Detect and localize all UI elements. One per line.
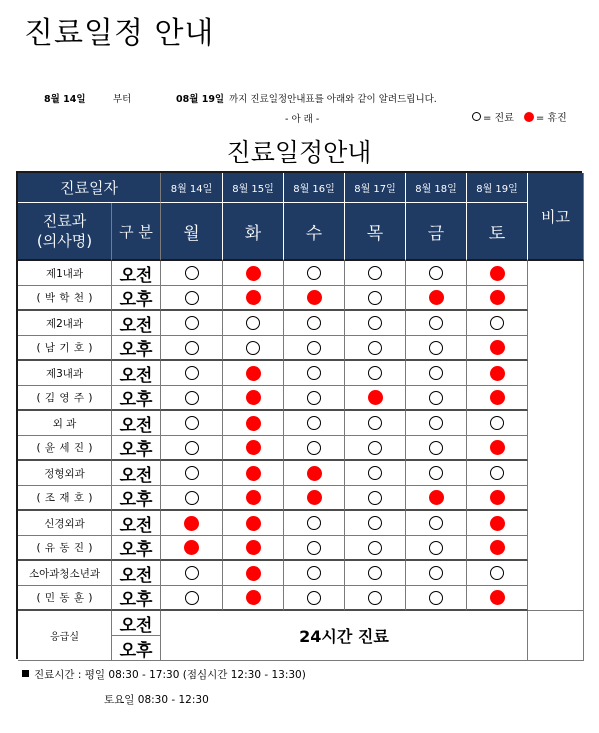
schedule-cell bbox=[223, 286, 284, 311]
remarks-cell bbox=[528, 261, 584, 311]
schedule-cell bbox=[345, 286, 406, 311]
schedule-cell bbox=[406, 511, 467, 536]
schedule-cell bbox=[161, 336, 223, 361]
slot-am-label: 오전 bbox=[112, 411, 161, 436]
open-circle-icon bbox=[368, 341, 382, 355]
slot-pm-label: 오후 bbox=[112, 286, 161, 311]
slot-pm-label: 오후 bbox=[112, 386, 161, 411]
schedule-cell bbox=[284, 486, 345, 511]
schedule-cell bbox=[223, 586, 284, 611]
schedule-cell bbox=[406, 436, 467, 461]
open-circle-icon bbox=[185, 266, 199, 280]
notice-from-date: 8월 14일 bbox=[44, 94, 86, 105]
schedule-cell bbox=[161, 311, 223, 336]
header-date: 8월 19일 bbox=[467, 173, 528, 203]
open-circle-icon bbox=[429, 366, 443, 380]
footer-hours-weekday-text: 진료시간 : 평일 08:30 - 17:30 (점심시간 12:30 - 13:30) bbox=[34, 669, 306, 681]
red-dot-icon bbox=[246, 590, 261, 605]
open-circle-icon bbox=[368, 541, 382, 555]
remarks-cell bbox=[528, 561, 584, 611]
remarks-cell bbox=[528, 361, 584, 411]
schedule-cell bbox=[467, 561, 528, 586]
header-date: 8월 16일 bbox=[284, 173, 345, 203]
schedule-cell bbox=[284, 586, 345, 611]
open-circle-icon bbox=[429, 466, 443, 480]
remarks-cell bbox=[528, 611, 584, 661]
header-dept bbox=[18, 203, 112, 261]
schedule-cell bbox=[467, 336, 528, 361]
schedule-cell bbox=[467, 261, 528, 286]
red-dot-icon bbox=[429, 490, 444, 505]
schedule-cell bbox=[345, 561, 406, 586]
red-dot-icon bbox=[246, 466, 261, 481]
legend-closed-label: = 휴진 bbox=[535, 113, 567, 124]
footer-hours-saturday: 토요일 08:30 - 12:30 bbox=[104, 694, 209, 706]
open-circle-icon bbox=[185, 341, 199, 355]
notice-to-date: 08월 19일 bbox=[176, 94, 225, 105]
schedule-cell bbox=[345, 261, 406, 286]
schedule-table bbox=[16, 171, 582, 659]
schedule-cell bbox=[284, 361, 345, 386]
header-dept-line2: (의사명) bbox=[36, 232, 93, 250]
open-circle-icon bbox=[368, 491, 382, 505]
open-circle-icon bbox=[429, 316, 443, 330]
schedule-cell bbox=[406, 536, 467, 561]
open-circle-icon bbox=[368, 366, 382, 380]
doctor-name: ( 박 학 천 ) bbox=[18, 286, 112, 311]
open-circle-icon bbox=[490, 316, 504, 330]
slot-am-label: 오전 bbox=[112, 511, 161, 536]
schedule-cell bbox=[223, 311, 284, 336]
schedule-cell bbox=[345, 461, 406, 486]
schedule-cell bbox=[467, 361, 528, 386]
schedule-cell bbox=[284, 536, 345, 561]
schedule-cell bbox=[223, 511, 284, 536]
open-circle-icon bbox=[307, 316, 321, 330]
slot-am-label: 오전 bbox=[112, 461, 161, 486]
open-circle-icon bbox=[472, 112, 481, 121]
red-dot-icon bbox=[246, 540, 261, 555]
red-dot-icon bbox=[184, 540, 199, 555]
slot-pm-label: 오후 bbox=[112, 586, 161, 611]
schedule-cell bbox=[161, 486, 223, 511]
open-circle-icon bbox=[368, 516, 382, 530]
open-circle-icon bbox=[368, 591, 382, 605]
header-date-label: 진료일자 bbox=[18, 173, 161, 203]
red-dot-icon bbox=[246, 290, 261, 305]
header-day: 수 bbox=[284, 203, 345, 261]
schedule-cell bbox=[161, 561, 223, 586]
schedule-cell bbox=[406, 261, 467, 286]
red-dot-icon bbox=[246, 516, 261, 531]
slot-am-label: 오전 bbox=[112, 361, 161, 386]
legend-open-label: = 진료 bbox=[483, 113, 514, 124]
header-remarks: 비고 bbox=[528, 173, 584, 261]
schedule-cell bbox=[223, 536, 284, 561]
schedule-cell bbox=[406, 361, 467, 386]
open-circle-icon bbox=[307, 441, 321, 455]
schedule-cell bbox=[161, 286, 223, 311]
schedule-cell bbox=[467, 586, 528, 611]
open-circle-icon bbox=[185, 566, 199, 580]
schedule-cell bbox=[284, 461, 345, 486]
schedule-cell bbox=[345, 586, 406, 611]
schedule-cell bbox=[467, 311, 528, 336]
open-circle-icon bbox=[368, 416, 382, 430]
schedule-cell bbox=[406, 311, 467, 336]
red-dot-icon bbox=[490, 540, 505, 555]
schedule-cell bbox=[161, 436, 223, 461]
header-day: 월 bbox=[161, 203, 223, 261]
red-dot-icon bbox=[246, 366, 261, 381]
open-circle-icon bbox=[368, 266, 382, 280]
open-circle-icon bbox=[307, 541, 321, 555]
open-circle-icon bbox=[490, 416, 504, 430]
remarks-cell bbox=[528, 461, 584, 511]
open-circle-icon bbox=[429, 441, 443, 455]
header-gubun: 구 분 bbox=[112, 203, 161, 261]
schedule-cell bbox=[467, 511, 528, 536]
remarks-cell bbox=[528, 411, 584, 461]
open-circle-icon bbox=[307, 266, 321, 280]
schedule-cell bbox=[467, 486, 528, 511]
red-dot-icon bbox=[246, 440, 261, 455]
notice-sentence: 까지 진료일정안내표를 아래와 같이 알려드립니다. bbox=[229, 94, 437, 105]
open-circle-icon bbox=[185, 591, 199, 605]
dept-name: 정형외과 bbox=[18, 461, 112, 486]
remarks-cell bbox=[528, 311, 584, 361]
footer-hours-weekday bbox=[22, 667, 306, 682]
doctor-name: ( 윤 세 진 ) bbox=[18, 436, 112, 461]
open-circle-icon bbox=[490, 566, 504, 580]
schedule-cell bbox=[345, 311, 406, 336]
open-circle-icon bbox=[185, 466, 199, 480]
schedule-cell bbox=[161, 536, 223, 561]
open-circle-icon bbox=[185, 491, 199, 505]
schedule-cell bbox=[345, 336, 406, 361]
doctor-name: ( 김 영 주 ) bbox=[18, 386, 112, 411]
schedule-cell bbox=[223, 336, 284, 361]
open-circle-icon bbox=[185, 291, 199, 305]
header-date: 8월 17일 bbox=[345, 173, 406, 203]
schedule-cell bbox=[406, 411, 467, 436]
open-circle-icon bbox=[307, 566, 321, 580]
schedule-cell bbox=[406, 561, 467, 586]
red-dot-icon bbox=[368, 390, 383, 405]
slot-am-label: 오전 bbox=[112, 311, 161, 336]
schedule-cell bbox=[223, 411, 284, 436]
schedule-cell bbox=[406, 461, 467, 486]
schedule-cell bbox=[161, 461, 223, 486]
open-circle-icon bbox=[185, 441, 199, 455]
schedule-cell bbox=[345, 486, 406, 511]
header-day: 화 bbox=[223, 203, 284, 261]
open-circle-icon bbox=[307, 516, 321, 530]
schedule-cell bbox=[467, 286, 528, 311]
header-day: 토 bbox=[467, 203, 528, 261]
red-dot-icon bbox=[524, 112, 534, 122]
header-date: 8월 14일 bbox=[161, 173, 223, 203]
red-dot-icon bbox=[246, 416, 261, 431]
slot-pm-label: 오후 bbox=[112, 486, 161, 511]
open-circle-icon bbox=[368, 441, 382, 455]
schedule-cell bbox=[406, 386, 467, 411]
slot-am-label: 오전 bbox=[112, 261, 161, 286]
slot-pm-label: 오후 bbox=[112, 336, 161, 361]
dept-name: 신경외과 bbox=[18, 511, 112, 536]
red-dot-icon bbox=[490, 266, 505, 281]
open-circle-icon bbox=[368, 316, 382, 330]
red-dot-icon bbox=[246, 390, 261, 405]
schedule-cell bbox=[284, 311, 345, 336]
schedule-cell bbox=[284, 411, 345, 436]
open-circle-icon bbox=[246, 341, 260, 355]
red-dot-icon bbox=[429, 290, 444, 305]
schedule-cell bbox=[467, 386, 528, 411]
schedule-cell bbox=[223, 361, 284, 386]
red-dot-icon bbox=[184, 516, 199, 531]
header-date: 8월 18일 bbox=[406, 173, 467, 203]
red-dot-icon bbox=[490, 366, 505, 381]
schedule-cell bbox=[223, 436, 284, 461]
below-label: - 아 래 - bbox=[285, 114, 320, 125]
schedule-cell bbox=[223, 261, 284, 286]
schedule-cell bbox=[161, 386, 223, 411]
open-circle-icon bbox=[185, 391, 199, 405]
emergency-hours: 24시간 진료 bbox=[161, 611, 528, 661]
open-circle-icon bbox=[307, 591, 321, 605]
open-circle-icon bbox=[429, 541, 443, 555]
schedule-cell bbox=[284, 261, 345, 286]
open-circle-icon bbox=[185, 316, 199, 330]
schedule-cell bbox=[284, 286, 345, 311]
open-circle-icon bbox=[185, 416, 199, 430]
open-circle-icon bbox=[307, 416, 321, 430]
red-dot-icon bbox=[490, 590, 505, 605]
schedule-cell bbox=[161, 586, 223, 611]
red-dot-icon bbox=[490, 390, 505, 405]
schedule-cell bbox=[406, 286, 467, 311]
schedule-cell bbox=[467, 461, 528, 486]
schedule-cell bbox=[345, 411, 406, 436]
schedule-cell bbox=[284, 386, 345, 411]
legend bbox=[472, 109, 567, 124]
schedule-cell bbox=[223, 461, 284, 486]
schedule-cell bbox=[345, 536, 406, 561]
open-circle-icon bbox=[185, 366, 199, 380]
schedule-cell bbox=[161, 261, 223, 286]
red-dot-icon bbox=[307, 466, 322, 481]
red-dot-icon bbox=[490, 290, 505, 305]
doctor-name: ( 민 동 훈 ) bbox=[18, 586, 112, 611]
open-circle-icon bbox=[429, 341, 443, 355]
header-date: 8월 15일 bbox=[223, 173, 284, 203]
header-dept-line1: 진료과 bbox=[42, 212, 87, 230]
red-dot-icon bbox=[246, 490, 261, 505]
dept-name: 제1내과 bbox=[18, 261, 112, 286]
open-circle-icon bbox=[429, 266, 443, 280]
dept-name: 소아과청소년과 bbox=[18, 561, 112, 586]
schedule-cell bbox=[284, 436, 345, 461]
dept-name: 외 과 bbox=[18, 411, 112, 436]
schedule-cell bbox=[284, 561, 345, 586]
red-dot-icon bbox=[246, 266, 261, 281]
open-circle-icon bbox=[368, 466, 382, 480]
square-bullet-icon bbox=[22, 670, 29, 677]
open-circle-icon bbox=[429, 591, 443, 605]
red-dot-icon bbox=[307, 290, 322, 305]
red-dot-icon bbox=[307, 490, 322, 505]
schedule-cell bbox=[284, 511, 345, 536]
schedule-cell bbox=[223, 386, 284, 411]
dept-name: 제3내과 bbox=[18, 361, 112, 386]
schedule-cell bbox=[406, 586, 467, 611]
open-circle-icon bbox=[429, 416, 443, 430]
open-circle-icon bbox=[307, 391, 321, 405]
open-circle-icon bbox=[490, 466, 504, 480]
emergency-pm-label: 오후 bbox=[112, 636, 161, 661]
red-dot-icon bbox=[246, 566, 261, 581]
schedule-cell bbox=[161, 511, 223, 536]
schedule-cell bbox=[161, 361, 223, 386]
header-day: 금 bbox=[406, 203, 467, 261]
schedule-cell bbox=[345, 436, 406, 461]
slot-am-label: 오전 bbox=[112, 561, 161, 586]
open-circle-icon bbox=[429, 566, 443, 580]
red-dot-icon bbox=[490, 440, 505, 455]
open-circle-icon bbox=[368, 566, 382, 580]
schedule-cell bbox=[406, 486, 467, 511]
doctor-name: ( 남 기 호 ) bbox=[18, 336, 112, 361]
open-circle-icon bbox=[368, 291, 382, 305]
red-dot-icon bbox=[490, 490, 505, 505]
schedule-cell bbox=[345, 511, 406, 536]
slot-pm-label: 오후 bbox=[112, 536, 161, 561]
schedule-cell bbox=[345, 386, 406, 411]
schedule-cell bbox=[223, 486, 284, 511]
emergency-am-label: 오전 bbox=[112, 611, 161, 636]
open-circle-icon bbox=[307, 366, 321, 380]
schedule-cell bbox=[467, 436, 528, 461]
page-title: 진료일정 안내 bbox=[24, 16, 215, 51]
red-dot-icon bbox=[490, 516, 505, 531]
schedule-cell bbox=[284, 336, 345, 361]
notice-from-word: 부터 bbox=[113, 94, 132, 105]
table-title: 진료일정안내 bbox=[226, 138, 372, 167]
schedule-cell bbox=[161, 411, 223, 436]
doctor-name: ( 유 동 진 ) bbox=[18, 536, 112, 561]
emergency-name: 응급실 bbox=[18, 611, 112, 661]
schedule-cell bbox=[345, 361, 406, 386]
dept-name: 제2내과 bbox=[18, 311, 112, 336]
open-circle-icon bbox=[429, 516, 443, 530]
red-dot-icon bbox=[490, 340, 505, 355]
schedule-cell bbox=[467, 411, 528, 436]
header-day: 목 bbox=[345, 203, 406, 261]
open-circle-icon bbox=[429, 391, 443, 405]
schedule-cell bbox=[467, 536, 528, 561]
remarks-cell bbox=[528, 511, 584, 561]
doctor-name: ( 조 재 호 ) bbox=[18, 486, 112, 511]
slot-pm-label: 오후 bbox=[112, 436, 161, 461]
schedule-cell bbox=[406, 336, 467, 361]
open-circle-icon bbox=[246, 316, 260, 330]
schedule-cell bbox=[223, 561, 284, 586]
open-circle-icon bbox=[307, 341, 321, 355]
